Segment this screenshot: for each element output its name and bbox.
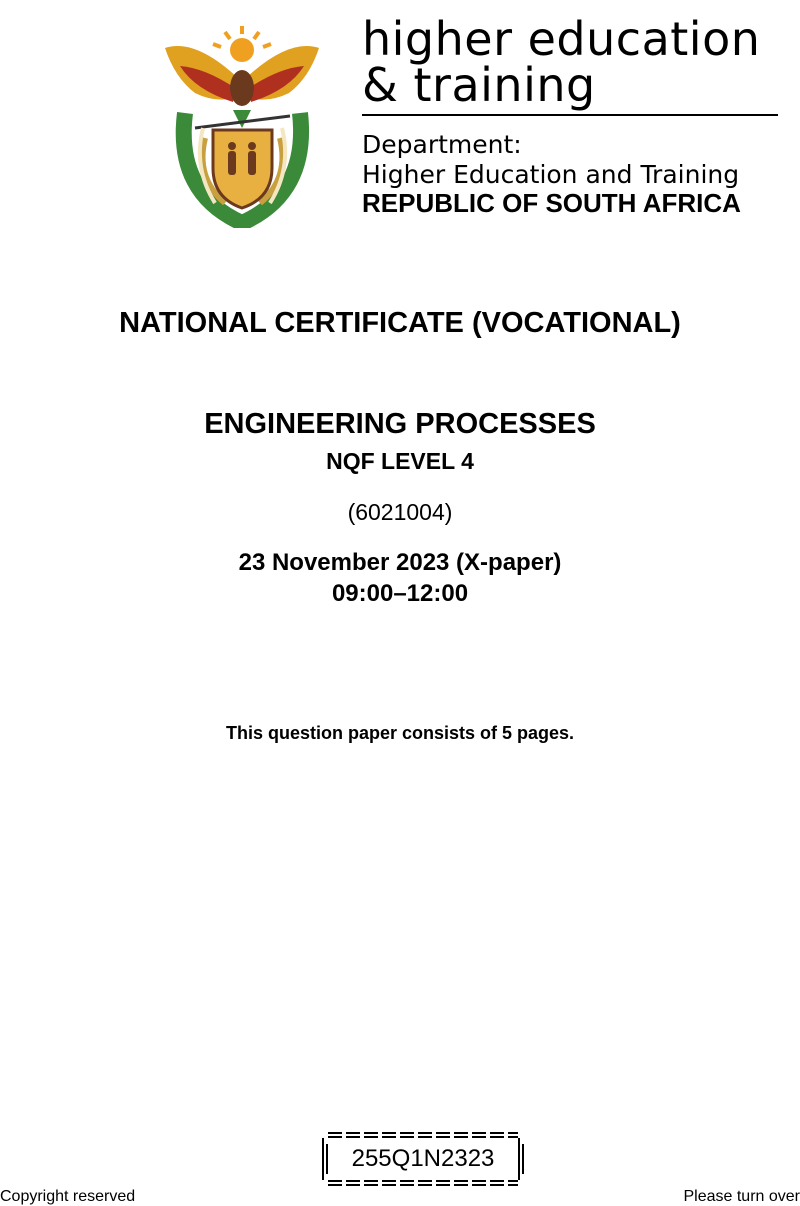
paper-code-box — [320, 1130, 526, 1188]
brand-line-1: higher education — [362, 12, 761, 66]
brand-divider — [362, 114, 778, 116]
country-name: REPUBLIC OF SOUTH AFRICA — [362, 188, 741, 218]
sun-icon — [213, 26, 271, 62]
department-name: Higher Education and Training — [362, 160, 740, 189]
copyright-notice: Copyright reserved — [0, 1188, 136, 1205]
certificate-title: NATIONAL CERTIFICATE (VOCATIONAL) — [119, 307, 681, 339]
nqf-level: NQF LEVEL 4 — [326, 448, 474, 474]
subject-code: (6021004) — [347, 499, 453, 525]
exam-date: 23 November 2023 (X-paper) — [238, 549, 562, 576]
department-label: Department: — [362, 130, 522, 159]
subject-title: ENGINEERING PROCESSES — [204, 408, 596, 440]
department-brand — [362, 12, 782, 217]
exam-time: 09:00–12:00 — [331, 580, 469, 607]
brand-line-2: & training — [362, 58, 596, 112]
pages-note: This question paper consists of 5 pages. — [225, 723, 575, 743]
paper-code: 255Q1N2323 — [351, 1145, 495, 1172]
turn-over-note: Please turn over — [683, 1188, 800, 1205]
coat-of-arms-emblem — [155, 18, 330, 228]
